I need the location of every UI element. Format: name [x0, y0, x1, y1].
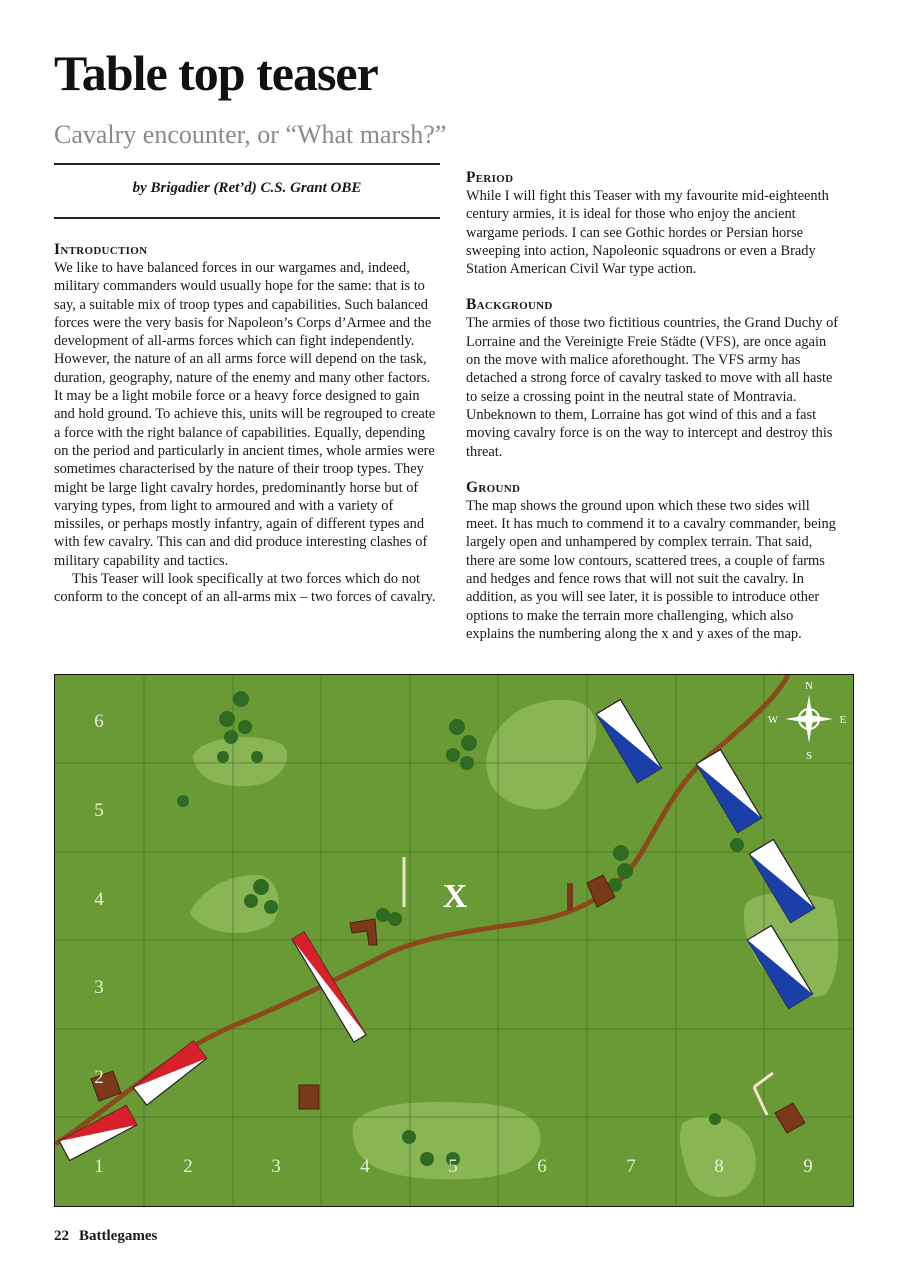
x-axis-label: 4 [360, 1156, 370, 1177]
left-column [54, 240, 440, 607]
tree-icon [376, 908, 390, 922]
tree-icon [617, 863, 633, 879]
tree-icon [244, 894, 258, 908]
right-column [466, 168, 842, 643]
tree-icon [709, 1113, 721, 1125]
byline: by Brigadier (Ret’d) C.S. Grant OBE [132, 180, 362, 196]
y-axis-label: 5 [94, 800, 104, 821]
tree-icon [253, 879, 269, 895]
y-axis-label: 2 [94, 1067, 104, 1088]
compass-north-label: N [805, 680, 813, 692]
bottom-rule [54, 217, 440, 219]
x-axis-label: 2 [183, 1156, 193, 1177]
x-axis-label: 8 [714, 1156, 724, 1177]
tree-icon [730, 838, 744, 852]
farm-building [299, 1085, 319, 1109]
period-heading: Period [466, 169, 514, 186]
tree-icon [613, 845, 629, 861]
tree-icon [388, 912, 402, 926]
background-body: The armies of those two fictitious countries, the Grand Duchy of Lorraine and the Vereinigte Freie Städte (VFS), are once again on the move with malice aforethought. The VFS army has detached a strong force of cavalry tasked to move with all haste to seize a crossing point in the neutral state of Montravia. Unbeknown to them, Lorraine has got wind of this and a fast moving cavalry force is on the way to intercept and destroy this threat. [466, 315, 839, 460]
y-axis-label: 4 [94, 889, 104, 910]
tree-icon [449, 719, 465, 735]
page-footer [54, 1228, 167, 1245]
ground-heading: Ground [466, 478, 521, 496]
tree-icon [402, 1130, 416, 1144]
compass-west-label: W [767, 714, 779, 726]
x-axis-label: 9 [803, 1156, 813, 1177]
tree-icon [251, 751, 263, 763]
x-axis-label: 3 [271, 1156, 281, 1177]
battlefield-map [54, 674, 854, 1207]
tree-icon [446, 748, 460, 762]
tree-icon [460, 756, 474, 770]
introduction-paragraph-2: This Teaser will look specifically at two forces which do not conform to the concept of an all-arms mix – two forces of cavalry. [54, 571, 436, 606]
introduction-paragraph-1: We like to have balanced forces in our wargames and, indeed, military commanders would usually hope for the same: that is to say, a suitable mix of troop types and capabilities. Such balanced forces were the very basis for Napoleon’s Corps d’Armee and the development of all-arms forces which can fight independently. However, the nature of an all arms force will depend on the task, duration, geography, nature of the enemy and many other factors. It may be a light mobile force or a heavy force designed to gain and hold ground. To achieve this, units will be regrouped to create a force with the right balance of capabilities. Equally, depending on the period and particularly in ancient times, whole armies were sometimes characterised by the nature of their troop types. They might be large light cavalry hordes, predominantly horse but of varying types, from light to armoured and with a variety of missiles, or perhaps mostly infantry, again of different types and with few cavalry. This can and did produce interesting clashes of military capability and tactics. [54, 260, 436, 569]
tree-icon [233, 691, 249, 707]
tree-icon [461, 735, 477, 751]
tree-icon [420, 1152, 434, 1166]
page-subtitle: Cavalry encounter, or “What marsh?” [54, 120, 447, 149]
ground-body: The map shows the ground upon which these two sides will meet. It has much to commend it to a cavalry commander, being largely open and unhampered by complex terrain. That said, there are some low contours, scattered trees, a couple of farms and hedges and fence rows that will not suit the cavalry. In addition, as you will see later, it is possible to introduce other options to make the terrain more challenging, which also explains the numbering along the x and y axes of the map. [466, 497, 836, 642]
x-axis-label: 1 [94, 1156, 104, 1177]
tree-icon [264, 900, 278, 914]
x-axis-label: 6 [537, 1156, 547, 1177]
objective-marker: X [442, 878, 468, 915]
period-body: While I will fight this Teaser with my favourite mid-eighteenth century armies, it is ideal for those who enjoy the ancient wargame periods. I can see Gothic hordes or Persian horse sweeping into action, Napoleonic squadrons or even a Brady Station American Civil War type action. [466, 188, 829, 278]
y-axis-label: 6 [94, 711, 104, 732]
x-axis-label: 7 [626, 1156, 636, 1177]
tree-icon [224, 730, 238, 744]
tree-icon [219, 711, 235, 727]
tree-icon [238, 720, 252, 734]
y-axis-label: 3 [94, 977, 104, 998]
top-rule [54, 163, 440, 165]
hill [353, 1102, 541, 1179]
publication-name: Battlegames [79, 1228, 158, 1244]
introduction-heading: Introduction [54, 241, 148, 258]
tree-icon [177, 795, 189, 807]
page-number: 22 [54, 1228, 69, 1244]
compass-south-label: S [805, 750, 813, 762]
compass-east-label: E [839, 714, 847, 726]
x-axis-label: 5 [448, 1156, 458, 1177]
background-heading: Background [466, 296, 553, 314]
tree-icon [217, 751, 229, 763]
page-title: Table top teaser [54, 45, 378, 101]
